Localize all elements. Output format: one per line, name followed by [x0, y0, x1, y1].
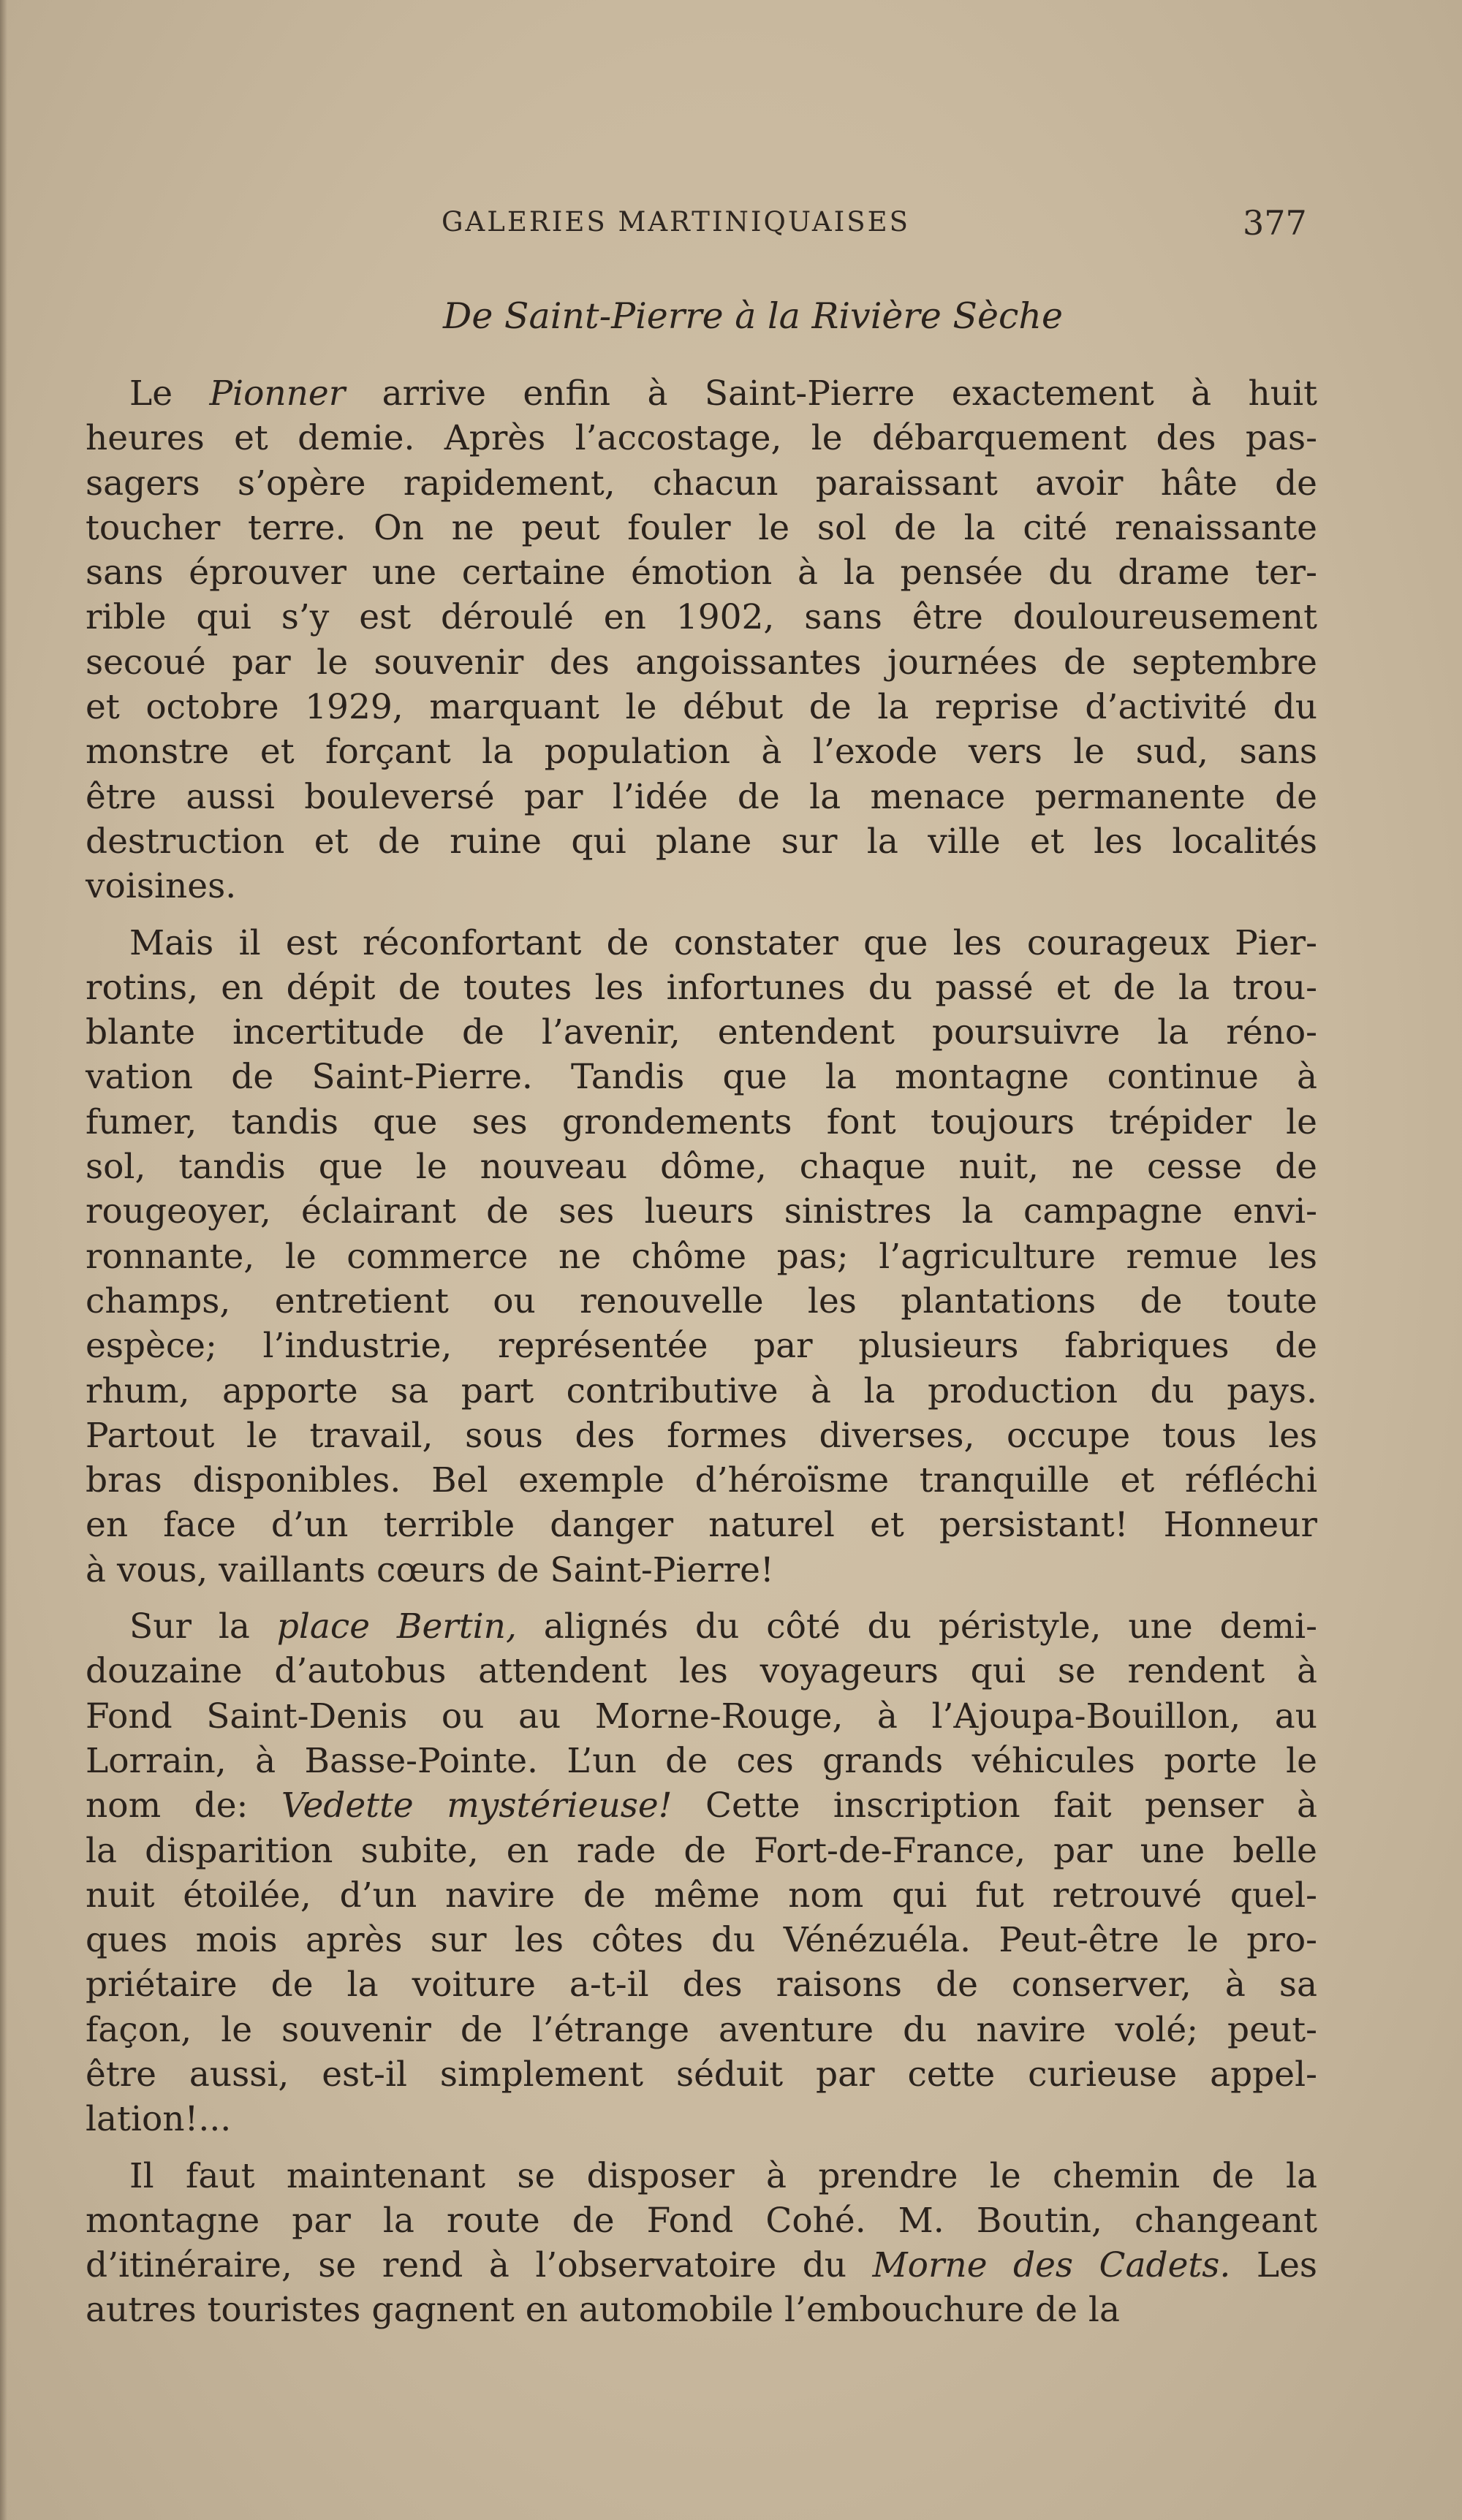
body-text	[86, 371, 1317, 2345]
text-run: nom de:	[86, 1785, 281, 1826]
paragraph	[86, 921, 1317, 1593]
text-run: Le	[129, 373, 210, 414]
paragraph	[86, 2154, 1317, 2333]
text-run: sans éprouver une certaine émotion à la pensée du drame ter-	[86, 553, 1317, 593]
italic-text-run: Vedette mystérieuse!	[281, 1785, 673, 1826]
text-run: alignés du côté du péristyle, une demi-	[516, 1606, 1317, 1647]
text-line	[86, 965, 1317, 1010]
paragraph	[86, 371, 1317, 909]
text-line	[86, 2052, 1317, 2097]
text-line	[86, 1918, 1317, 1962]
text-run: rible qui s’y est déroulé en 1902, sans être douloureusement	[86, 597, 1317, 638]
text-line	[86, 1324, 1317, 1368]
text-line	[86, 2154, 1317, 2198]
text-line	[86, 1829, 1317, 1873]
page-number: 377	[1243, 203, 1307, 243]
text-line	[86, 2008, 1317, 2052]
text-run: destruction et de ruine qui plane sur la ville et les localités	[86, 821, 1317, 862]
text-run: fumer, tandis que ses grondements font toujours trépider le	[86, 1101, 1317, 1142]
text-run: Sur la	[129, 1606, 277, 1647]
text-line	[86, 1279, 1317, 1324]
italic-text-run: Morne des Cadets.	[872, 2245, 1231, 2286]
text-line	[86, 1694, 1317, 1739]
text-line	[86, 1739, 1317, 1783]
text-run: lation!...	[86, 2099, 232, 2140]
text-line	[86, 1873, 1317, 1918]
text-line	[86, 550, 1317, 595]
text-run: Les	[1230, 2245, 1317, 2286]
text-line	[86, 775, 1317, 819]
text-run: monstre et forçant la population à l’exode vers le sud, sans	[86, 732, 1317, 773]
text-run: sol, tandis que le nouveau dôme, chaque nuit, ne cesse de	[86, 1147, 1317, 1188]
text-run: Mais il est réconfortant de constater que les courageux Pier-	[129, 922, 1317, 963]
text-run: ques mois après sur les côtes du Vénézuéla. Peut-être le pro-	[86, 1920, 1317, 1961]
text-run: arrive enfin à Saint-Pierre exactement à huit	[345, 373, 1317, 414]
text-run: être aussi bouleversé par l’idée de la menace permanente de	[86, 776, 1317, 817]
text-line	[86, 1189, 1317, 1234]
text-line	[86, 1100, 1317, 1145]
text-line	[86, 595, 1317, 640]
text-line	[86, 640, 1317, 685]
text-run: champs, entretient ou renouvelle les plantations de toute	[86, 1280, 1317, 1321]
text-line	[86, 1413, 1317, 1458]
text-line	[86, 1234, 1317, 1279]
text-run: vation de Saint-Pierre. Tandis que la montagne continue à	[86, 1057, 1317, 1098]
text-run: sagers s’opère rapidement, chacun paraissant avoir hâte de	[86, 463, 1317, 504]
text-run: douzaine d’autobus attendent les voyageurs qui se rendent à	[86, 1651, 1317, 1692]
page-edge-shadow	[0, 0, 7, 2520]
text-run: priétaire de la voiture a-t-il des raisons de conserver, à sa	[86, 1965, 1317, 2005]
text-line	[86, 1010, 1317, 1055]
text-line	[86, 729, 1317, 774]
text-run: secoué par le souvenir des angoissantes journées de septembre	[86, 642, 1317, 683]
text-run: bras disponibles. Bel exemple d’héroïsme tranquille et réfléchi	[86, 1460, 1317, 1501]
text-run: Fond Saint-Denis ou au Morne-Rouge, à l’Ajoupa-Bouillon, au	[86, 1696, 1317, 1737]
text-line	[86, 1962, 1317, 2007]
text-run: autres touristes gagnent en automobile l’embouchure de la	[86, 2290, 1120, 2331]
text-run: à vous, vaillants cœurs de Saint-Pierre!	[86, 1549, 774, 1590]
text-line	[86, 685, 1317, 729]
text-line	[86, 371, 1317, 416]
text-run: Lorrain, à Basse-Pointe. L’un de ces grands véhicules porte le	[86, 1740, 1317, 1781]
text-run: Cette inscription fait penser à	[672, 1785, 1318, 1826]
text-run: être aussi, est-il simplement séduit par cette curieuse appel-	[86, 2054, 1317, 2095]
text-run: ronnante, le commerce ne chôme pas; l’agriculture remue les	[86, 1236, 1317, 1277]
text-line	[86, 864, 1317, 908]
text-run: rhum, apporte sa part contributive à la production du pays.	[86, 1370, 1317, 1411]
text-run: en face d’un terrible danger naturel et persistant! Honneur	[86, 1505, 1317, 1546]
text-line	[86, 2243, 1317, 2288]
text-line	[86, 506, 1317, 550]
text-line	[86, 1649, 1317, 1693]
text-run: montagne par la route de Fond Cohé. M. Boutin, changeant	[86, 2200, 1317, 2241]
text-run: et octobre 1929, marquant le début de la reprise d’activité du	[86, 687, 1317, 728]
italic-text-run: Pionner	[209, 373, 346, 414]
text-run: d’itinéraire, se rend à l’observatoire du	[86, 2245, 873, 2286]
text-run: voisines.	[86, 866, 237, 907]
text-run: heures et demie. Après l’accostage, le débarquement des pas-	[86, 418, 1317, 459]
text-run: toucher terre. On ne peut fouler le sol de la cité renaissante	[86, 507, 1317, 548]
text-line	[86, 1783, 1317, 1828]
text-run: rotins, en dépit de toutes les infortunes du passé et de la trou-	[86, 967, 1317, 1008]
text-line	[86, 2097, 1317, 2141]
paragraph	[86, 1604, 1317, 2142]
text-run: Il faut maintenant se disposer à prendre le chemin de la	[129, 2155, 1317, 2196]
text-line	[86, 2198, 1317, 2243]
section-heading: De Saint-Pierre à la Rivière Sèche	[443, 295, 1063, 337]
text-line	[86, 1369, 1317, 1413]
text-line	[86, 921, 1317, 965]
running-title: GALERIES MARTINIQUAISES	[442, 206, 910, 238]
text-line	[86, 1548, 1317, 1593]
text-line	[86, 1055, 1317, 1099]
text-run: rougeoyer, éclairant de ses lueurs sinistres la campagne envi-	[86, 1191, 1317, 1232]
text-line	[86, 819, 1317, 864]
running-header	[0, 203, 1462, 250]
text-line	[86, 1604, 1317, 1649]
text-line	[86, 2288, 1317, 2332]
text-run: nuit étoilée, d’un navire de même nom qui fut retrouvé quel-	[86, 1875, 1317, 1916]
text-run: blante incertitude de l’avenir, entendent poursuivre la réno-	[86, 1012, 1317, 1053]
text-line	[86, 416, 1317, 460]
text-run: façon, le souvenir de l’étrange aventure du navire volé; peut-	[86, 2009, 1317, 2050]
text-line	[86, 1503, 1317, 1547]
text-run: Partout le travail, sous des formes diverses, occupe tous les	[86, 1415, 1317, 1456]
text-run: la disparition subite, en rade de Fort-de-France, par une belle	[86, 1830, 1317, 1871]
text-run: espèce; l’industrie, représentée par plusieurs fabriques de	[86, 1326, 1317, 1367]
italic-text-run: place Bertin,	[276, 1606, 517, 1647]
text-line	[86, 1458, 1317, 1503]
text-line	[86, 1145, 1317, 1189]
text-line	[86, 461, 1317, 506]
